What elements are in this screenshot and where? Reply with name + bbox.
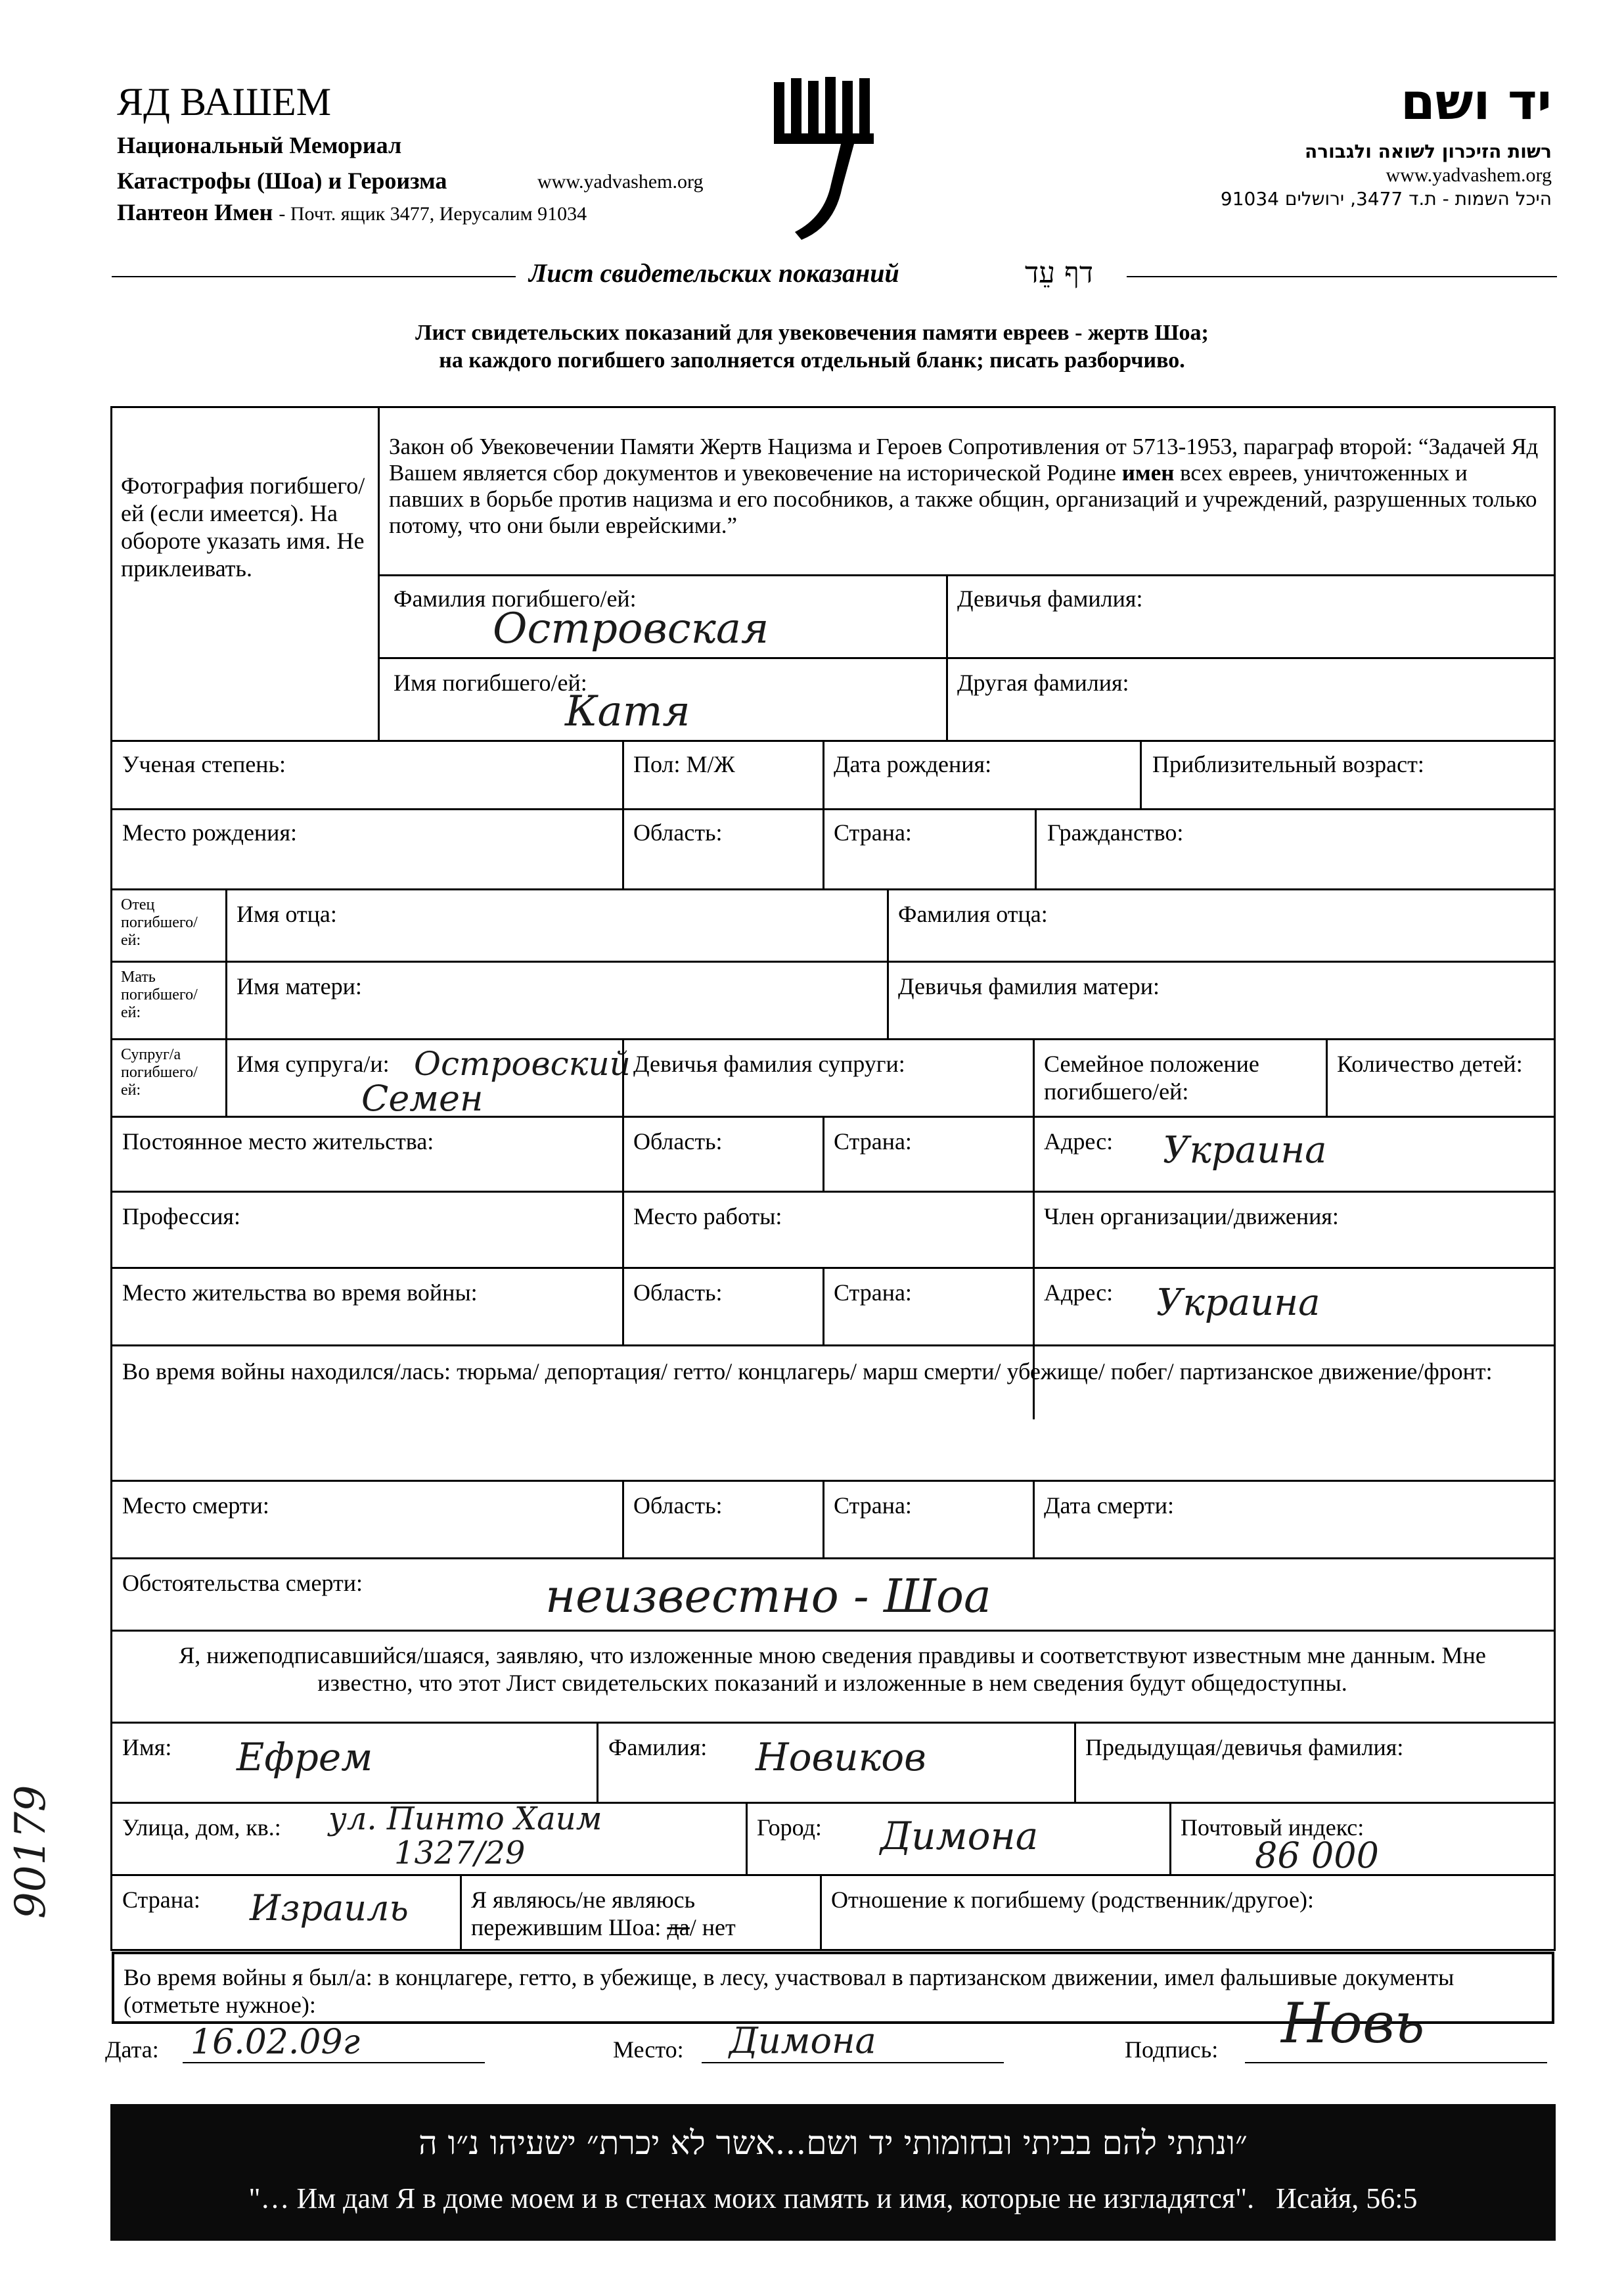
spouse-side-label: Супруг/а погибшего/ей:	[121, 1046, 198, 1099]
war-status-label: Во время войны находился/лась: тюрьма/ депортация/ гетто/ концлагерь/ марш смерти/ убежище/ побег/ партизанское движение/фронт:	[122, 1358, 1493, 1385]
death-date-label: Дата смерти:	[1044, 1492, 1175, 1519]
submitter-prev-surname-label: Предыдущая/девичья фамилия:	[1085, 1734, 1404, 1760]
footer-banner	[110, 2104, 1556, 2241]
death-circumstances-value[interactable]: неизвестно - Шоа	[545, 1569, 991, 1623]
footer-quote-he: ״ונתתי להם בביתי ובחומותי יד ושם...אשר לא יכרת״ ישעיהו נ״ו ה	[418, 2124, 1248, 2162]
header-line-1: Национальный Мемориал	[117, 132, 402, 158]
degree-label: Ученая степень:	[122, 751, 286, 777]
spouse-first-name-value[interactable]: Семен	[361, 1078, 484, 1119]
war-region-label: Область:	[633, 1279, 723, 1306]
city-value[interactable]: Димона	[880, 1814, 1039, 1858]
city-label: Город:	[757, 1814, 822, 1841]
org-name-he: יד ושם	[1400, 72, 1552, 131]
submitter-war-label: Во время войны я был/а: в концлагере, гетто, в убежище, в лесу, участвовал в партизанском движении, имел фальшивые документы (отметьте нужное):	[124, 1964, 1455, 2018]
maiden-name-label: Девичья фамилия:	[957, 585, 1143, 612]
logo-flame-4	[825, 77, 836, 135]
citizenship-label: Гражданство:	[1047, 819, 1184, 846]
header-line-3	[117, 198, 587, 226]
mother-side-label: Мать погибшего/ей:	[121, 969, 198, 1021]
street-label: Улица, дом, кв.:	[122, 1814, 281, 1841]
surname-label: Фамилия погибшего/ей:	[394, 585, 637, 612]
street-value-line1[interactable]: ул. Пинто Хаим	[328, 1800, 602, 1837]
logo-flame-2	[791, 78, 801, 135]
first-name-value[interactable]: Катя	[565, 687, 690, 736]
father-side-label: Отец погибшего/ей:	[121, 896, 198, 949]
father-name-label: Имя отца:	[237, 901, 337, 927]
header-line-2: Катастрофы (Шоа) и Героизма	[117, 168, 447, 194]
yad-vashem-logo	[769, 76, 887, 246]
law-quote: Закон об Увековечении Памяти Жертв Нацизма и Героев Сопротивления от 5713-1953, параграф второй: “Задачей Яд Вашем является сбор документов и увековечение на исторической Родине имен всех евреев, уничтоженных и павших в борьбе против нацизма и его пособников, а также общин, организаций и учреждений, разрушенных только потому, что они были еврейскими.”	[389, 434, 1539, 538]
approx-age-label: Приблизительный возраст:	[1152, 751, 1424, 777]
workplace-label: Место работы:	[633, 1203, 782, 1229]
birth-date-label: Дата рождения:	[834, 751, 992, 777]
website-right: www.yadvashem.org	[1386, 164, 1552, 186]
war-address-label: Адрес:	[1044, 1279, 1114, 1306]
birth-country-label: Страна:	[834, 819, 912, 846]
relation-label: Отношение к погибшему (родственник/другое):	[831, 1887, 1314, 1913]
he-line-3: היכל השמות - ת.ד 3477, ירושלים 91034	[1220, 188, 1552, 210]
residence-address-label: Адрес:	[1044, 1128, 1114, 1155]
spouse-maiden-label: Девичья фамилия супруги:	[633, 1051, 905, 1077]
pobox-address: - Почт. ящик 3477, Иерусалим 91034	[279, 203, 587, 225]
birth-region-label: Область:	[633, 819, 723, 846]
zip-label: Почтовый индекс:	[1181, 1814, 1365, 1841]
form-title-he: דף עֵד	[1025, 256, 1094, 290]
member-org-label: Член организации/движения:	[1044, 1203, 1339, 1229]
war-address-value[interactable]: Украина	[1156, 1281, 1320, 1324]
submitter-surname-value[interactable]: Новиков	[756, 1735, 926, 1779]
marital-status-label: Семейное положение погибшего/ей:	[1044, 1051, 1259, 1105]
logo-stem	[774, 133, 874, 240]
signature-label: Подпись:	[1125, 2036, 1219, 2063]
profession-label: Профессия:	[122, 1203, 240, 1229]
death-region-label: Область:	[633, 1492, 723, 1519]
death-country-label: Страна:	[834, 1492, 912, 1519]
mother-maiden-label: Девичья фамилия матери:	[898, 973, 1160, 999]
logo-flame-3	[808, 81, 819, 135]
footer-quote-ru: "… Им дам Я в доме моем и в стенах моих память и имя, которые не изгладятся". Исайя, 56:5	[248, 2182, 1418, 2214]
father-surname-label: Фамилия отца:	[898, 901, 1048, 927]
death-place-label: Место смерти:	[122, 1492, 269, 1519]
first-name-label: Имя погибшего/ей:	[394, 670, 587, 696]
spouse-surname-value[interactable]: Островский	[414, 1045, 631, 1083]
residence-label: Постоянное место жительства:	[122, 1128, 434, 1155]
signature-value[interactable]: Новь	[1281, 1991, 1425, 2055]
submitter-country-value[interactable]: Израиль	[250, 1887, 409, 1929]
residence-country-label: Страна:	[834, 1128, 912, 1155]
mother-name-label: Имя матери:	[237, 973, 362, 999]
street-value-line2[interactable]: 1327/29	[394, 1835, 526, 1871]
submitter-name-value[interactable]: Ефрем	[237, 1735, 373, 1779]
photo-instructions: Фотография погибшего/ей (если имеется). На обороте указать имя. Не приклеивать.	[121, 472, 365, 582]
place-value[interactable]: Димона	[729, 2020, 876, 2061]
he-line-1: רשות הזיכרון לשואה ולגבורה	[1305, 141, 1552, 162]
war-residence-label: Место жительства во время войны:	[122, 1279, 478, 1306]
date-label: Дата:	[105, 2036, 159, 2063]
survivor-yes-option[interactable]: да	[667, 1914, 690, 1940]
survivor-label[interactable]: Я являюсь/не являюсь пережившим Шоа: да/ нет	[471, 1887, 736, 1940]
war-country-label: Страна:	[834, 1279, 912, 1306]
pantheon-label: Пантеон Имен	[117, 199, 273, 225]
birth-place-label: Место рождения:	[122, 819, 298, 846]
place-label: Место:	[613, 2036, 684, 2063]
org-name-ru: ЯД ВАШЕМ	[117, 80, 332, 124]
website-left: www.yadvashem.org	[537, 171, 704, 193]
logo-flame-1	[774, 82, 784, 135]
intro-line-2: на каждого погибшего заполняется отдельный бланк; писать разборчиво.	[439, 348, 1185, 373]
submitter-country-label: Страна:	[122, 1887, 200, 1913]
zip-value[interactable]: 86 000	[1255, 1835, 1379, 1876]
submitter-surname-label: Фамилия:	[608, 1734, 708, 1760]
other-surname-label: Другая фамилия:	[957, 670, 1129, 696]
children-count-label: Количество детей:	[1337, 1051, 1523, 1077]
date-value[interactable]: 16.02.09г	[191, 2023, 360, 2062]
logo-flame-6	[859, 78, 870, 135]
intro-line-1: Лист свидетельских показаний для увековечения памяти евреев - жертв Шоа;	[415, 321, 1209, 345]
survivor-no-option[interactable]: / нет	[689, 1914, 736, 1940]
death-circumstances-label: Обстоятельства смерти:	[122, 1570, 363, 1596]
form-title: Лист свидетельских показаний	[529, 258, 899, 288]
surname-value[interactable]: Островская	[493, 605, 769, 653]
margin-record-number: 90179	[7, 1785, 55, 1919]
logo-flame-5	[842, 81, 853, 135]
spouse-name-label: Имя супруга/и:	[237, 1051, 390, 1077]
declaration-text: Я, нижеподписавшийся/шаяся, заявляю, что изложенные мною сведения правдивы и соответствуют известным мне данным. Мне известно, что этот Лист свидетельских показаний и изложенные в нем сведения будут общедоступны.	[179, 1642, 1486, 1696]
residence-region-label: Область:	[633, 1128, 723, 1155]
sex-label: Пол: М/Ж	[633, 751, 735, 777]
residence-address-value[interactable]: Украина	[1163, 1129, 1327, 1172]
submitter-name-label: Имя:	[122, 1734, 172, 1760]
